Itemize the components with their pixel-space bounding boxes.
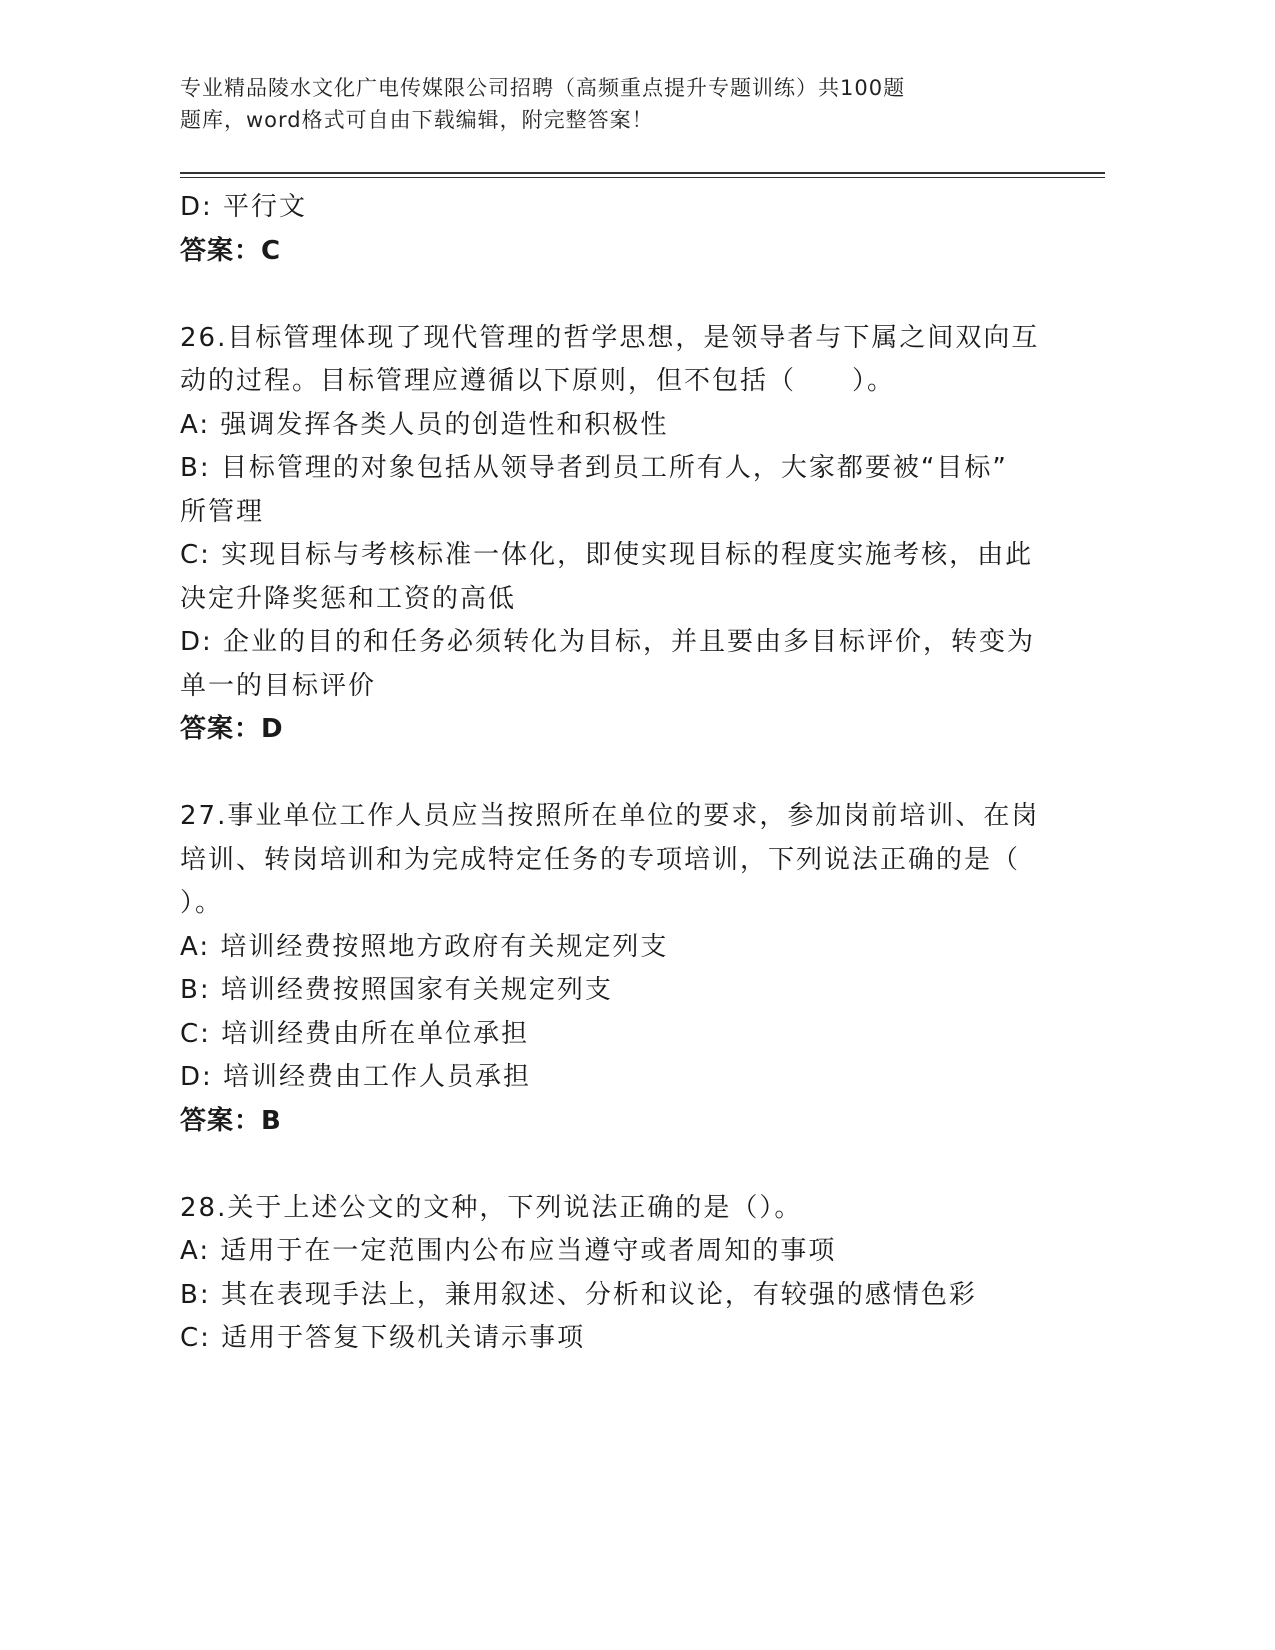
option-d: D: 企业的目的和任务必须转化为目标，并且要由多目标评价，转变为 [180,627,1036,657]
option-c: C: 培训经费由所在单位承担 [180,1018,530,1049]
question-25-tail [180,186,1040,273]
option-b: B: 目标管理的对象包括从领导者到员工所有人，大家都要被“目标” [180,453,1008,483]
question-28 [180,1187,1040,1361]
question-26 [180,317,1040,752]
option-a: A: 适用于在一定范围内公布应当遵守或者周知的事项 [180,1236,837,1266]
question-stem-line: 26.目标管理体现了现代管理的哲学思想，是领导者与下属之间双向互 [180,322,1040,353]
option-d: D: 平行文 [180,192,308,222]
option-b: B: 培训经费按照国家有关规定列支 [180,975,613,1005]
question-stem-line: 27.事业单位工作人员应当按照所在单位的要求，参加岗前培训、在岗 [180,801,1040,831]
answer-line: 答案：D [180,714,284,744]
question-stem-line: 动的过程。目标管理应遵循以下原则，但不包括（ ）。 [180,366,896,396]
option-a: A: 培训经费按照地方政府有关规定列支 [180,931,669,962]
option-b: B: 其在表现手法上，兼用叙述、分析和议论，有较强的感情色彩 [180,1279,977,1310]
option-d-continued: 单一的目标评价 [180,670,377,701]
option-c-continued: 决定升降奖惩和工资的高低 [180,583,517,614]
answer-line: 答案：C [180,235,282,266]
answer-line: 答案：B [180,1105,282,1136]
header-line-1: 专业精品陵水文化广电传媒限公司招聘（高频重点提升专题训练）共100题 [180,76,906,100]
header-line-2: 题库，word格式可自由下载编辑，附完整答案！ [180,108,654,132]
document-body [180,186,1040,1361]
question-27 [180,795,1040,1143]
option-b-continued: 所管理 [180,496,265,527]
question-stem-line: ）。 [180,888,224,918]
option-d: D: 培训经费由工作人员承担 [180,1062,532,1092]
option-c: C: 适用于答复下级机关请示事项 [180,1323,586,1353]
option-a: A: 强调发挥各类人员的创造性和积极性 [180,409,669,440]
question-stem-line: 培训、转岗培训和为完成特定任务的专项培训，下列说法正确的是（ [180,844,1021,875]
header-divider [180,172,1105,178]
option-c: C: 实现目标与考核标准一体化，即使实现目标的程度实施考核，由此 [180,540,1034,570]
page-header [180,72,1000,136]
question-stem-line: 28.关于上述公文的文种，下列说法正确的是（）。 [180,1192,803,1223]
